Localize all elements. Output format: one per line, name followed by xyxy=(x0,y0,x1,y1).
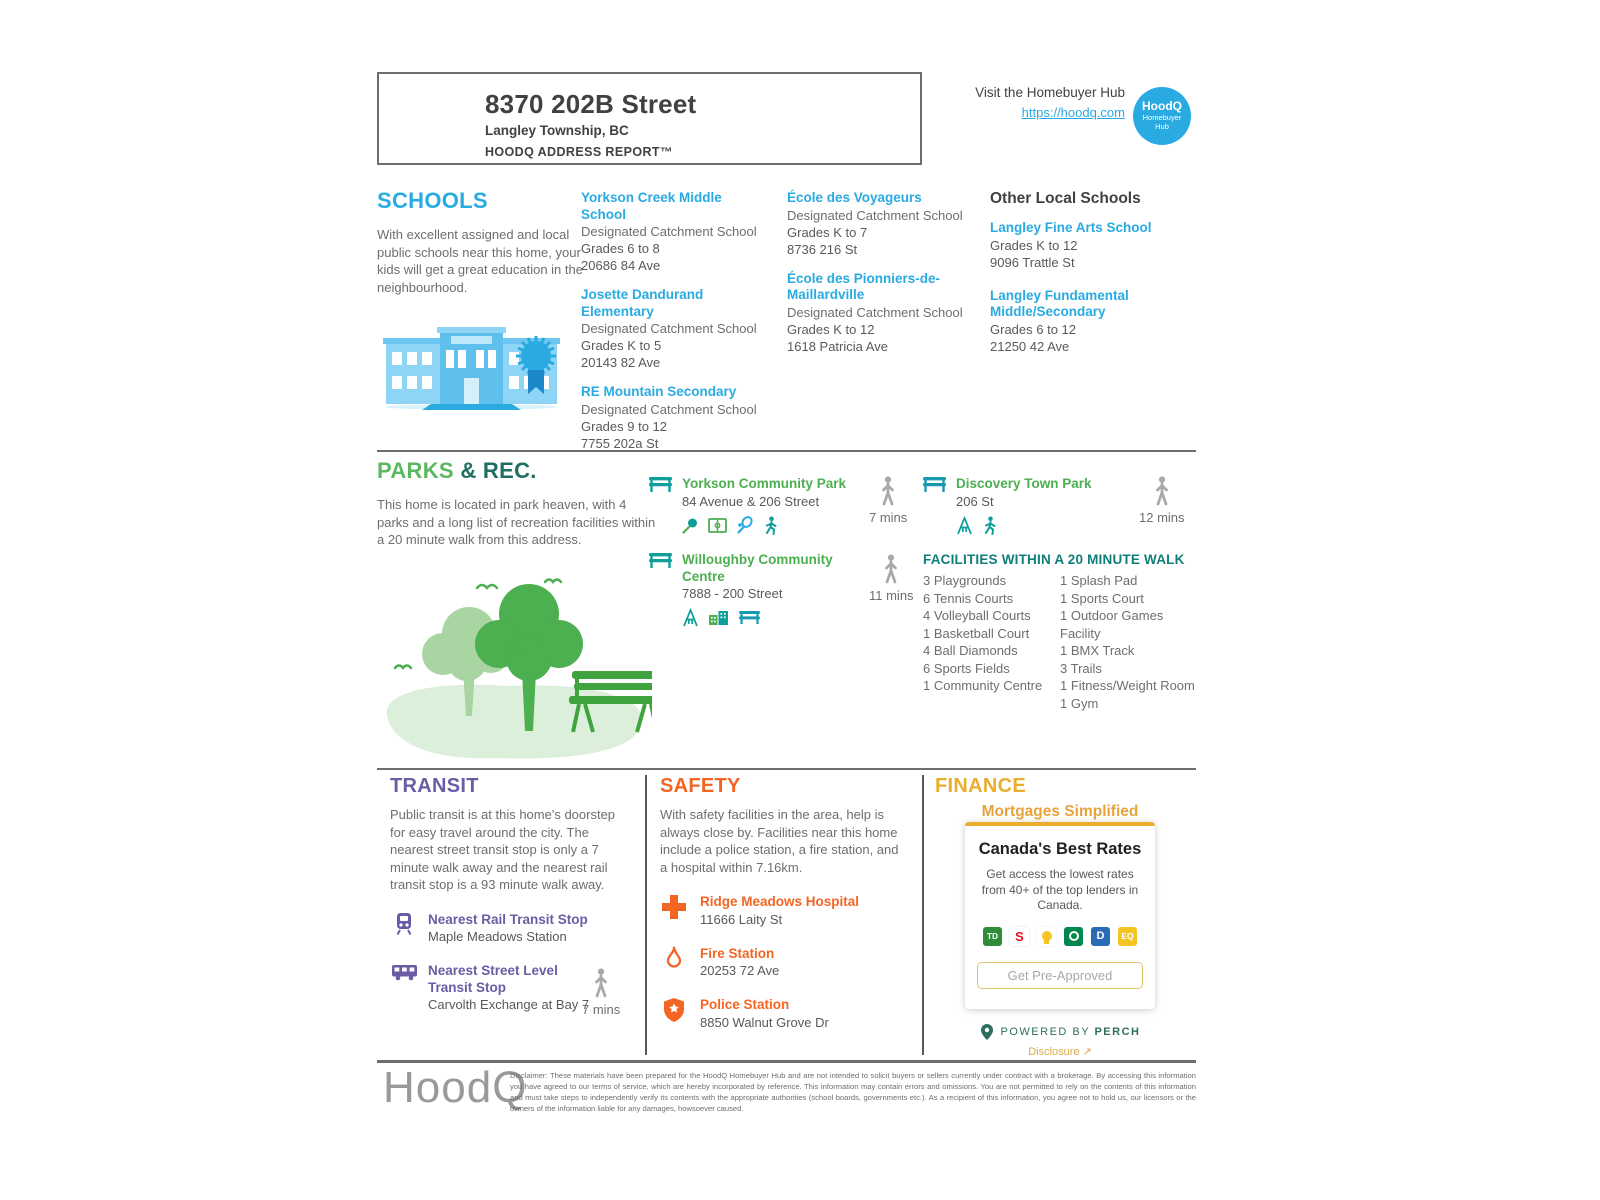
facility-item: 1 Gym xyxy=(1060,695,1099,711)
get-preapproved-button[interactable]: Get Pre-Approved xyxy=(977,962,1143,989)
swing-icon xyxy=(682,608,699,627)
school-name[interactable]: École des Pionniers-de-Maillardville xyxy=(787,270,941,302)
walker-icon xyxy=(878,476,898,507)
transit-title: TRANSIT xyxy=(390,775,479,797)
safety-title: SAFETY xyxy=(660,775,741,797)
bus-icon xyxy=(391,963,418,981)
park-name[interactable]: Yorkson Community Park xyxy=(682,476,847,491)
finance-section xyxy=(935,775,1197,1058)
parks-intro-text: This home is located in park heaven, with 4 parks and a long list of recreation facilities within a 20 minute walk from this address. xyxy=(377,497,656,547)
card-title: Canada's Best Rates xyxy=(978,840,1142,858)
section-divider xyxy=(377,768,1196,770)
safety-name[interactable]: Police Station xyxy=(700,997,790,1012)
school-entry: Langley Fundamental Middle/Secondary Grades 6 to 12 21250 42 Ave xyxy=(990,288,1196,355)
column-divider xyxy=(645,775,647,1055)
facilities-title: FACILITIES WITHIN A 20 MINUTE WALK xyxy=(923,552,1185,567)
walk-time: 7 mins xyxy=(869,476,907,525)
facilities-list xyxy=(923,552,1196,712)
safety-section xyxy=(660,775,908,1031)
footer-disclaimer: Disclaimer: These materials have been prepared for the HoodQ Homebuyer Hub and are not intended to solicit buyers or sellers currently under contract with a brokerage. By accessing this information you have agreed to our terms of service, which are hereby incorporated by reference. This information may contain errors and omissions. You are not permitted to rely on the contents of this information and must take steps to independently verify its contents with the appropriate authorities (school boards, governments etc.). As a recipient of this information, you agree not to hold us, our licensors or the owners of the information liable for any damages, howsoever caused. xyxy=(510,1071,1196,1113)
park-entry: Discovery Town Park 206 St xyxy=(922,476,1117,535)
schools-section xyxy=(377,188,1196,451)
school-name[interactable]: RE Mountain Secondary xyxy=(581,384,737,399)
facility-item: 6 Sports Fields xyxy=(923,660,1010,676)
lightbulb-logo xyxy=(1037,927,1056,946)
school-name[interactable]: Langley Fundamental Middle/Secondary xyxy=(990,287,1129,319)
facility-item: 4 Volleyball Courts xyxy=(923,608,1031,623)
rail-stop-entry xyxy=(390,912,633,946)
facility-item: 1 Splash Pad xyxy=(1060,573,1138,588)
section-divider xyxy=(377,450,1196,452)
walk-time: 12 mins xyxy=(1139,476,1185,525)
powered-by-perch: POWERED BY PERCH xyxy=(965,1023,1155,1041)
hub-text: Visit the Homebuyer Hub xyxy=(975,85,1125,100)
safety-name[interactable]: Ridge Meadows Hospital xyxy=(700,894,860,909)
safety-entry: Ridge Meadows Hospital 11666 Laity St xyxy=(660,894,908,928)
safety-intro-text: With safety facilities in the area, help is always close by. Facilities near this home include a police station, a fire station, and a hospital within 7.16km. xyxy=(660,807,899,875)
facility-item: 3 Trails xyxy=(1060,660,1102,676)
safety-entry: Fire Station 20253 72 Ave xyxy=(660,946,908,980)
park-name[interactable]: Discovery Town Park xyxy=(956,476,1092,491)
td-logo: TD xyxy=(983,927,1002,946)
eq-logo: EQ xyxy=(1118,927,1137,946)
lender-logos xyxy=(975,927,1145,946)
rail-stop-value: Maple Meadows Station xyxy=(428,929,567,944)
small-bench-icon xyxy=(738,610,761,625)
school-entry: École des Voyageurs Designated Catchment School Grades K to 7 8736 216 St xyxy=(787,190,972,258)
school-entry: Yorkson Creek Middle School Designated Catchment School Grades 6 to 8 20686 84 Ave xyxy=(581,190,759,274)
street-stop-label: Nearest Street Level Transit Stop xyxy=(428,963,558,995)
mortgage-rates-card xyxy=(965,822,1155,1009)
address-city: Langley Township, BC xyxy=(485,123,629,138)
facility-item: 4 Ball Diamonds xyxy=(923,643,1018,658)
facility-item: 3 Playgrounds xyxy=(923,573,1007,588)
buildings-icon xyxy=(708,609,729,626)
sports-field-icon xyxy=(708,518,727,533)
facility-item: 1 Sports Court xyxy=(1060,590,1144,606)
safety-entry: Police Station 8850 Walnut Grove Dr xyxy=(660,997,908,1031)
hoodq-hub-badge: HoodQ Homebuyer Hub xyxy=(1133,87,1191,145)
facility-item: 1 Fitness/Weight Room xyxy=(1060,678,1195,693)
scotiabank-logo: S xyxy=(1010,927,1029,946)
rail-stop-label: Nearest Rail Transit Stop xyxy=(428,911,588,927)
runner-icon xyxy=(763,516,778,535)
transit-section xyxy=(390,775,633,1017)
transit-intro-text: Public transit is at this home's doorstep for easy travel around the city. The nearest street transit stop is only a 7 minute walk away and the nearest rail transit stop is a 93 minute walk away. xyxy=(390,807,616,892)
ring-logo xyxy=(1064,927,1083,946)
school-entry: Josette Dandurand Elementary Designated Catchment School Grades K to 5 20143 82 Ave xyxy=(581,287,759,371)
school-entry: École des Pionniers-de-Maillardville Designated Catchment School Grades K to 12 1618 Patricia Ave xyxy=(787,271,972,355)
runner-icon xyxy=(982,516,997,535)
column-divider xyxy=(922,775,924,1055)
police-shield-icon xyxy=(663,997,685,1023)
train-icon xyxy=(394,912,414,936)
finance-title: FINANCE xyxy=(935,775,1026,797)
card-text: Get access the lowest rates from 40+ of the top lenders in Canada. xyxy=(981,867,1139,912)
street-stop-value: Carvolth Exchange at Bay 7 xyxy=(428,997,590,1012)
bench-illustration xyxy=(569,671,652,704)
park-name[interactable]: Willoughby Community Centre xyxy=(682,552,833,584)
hoodq-logo: HoodQ xyxy=(383,1063,528,1112)
finance-subtitle: Mortgages Simplified xyxy=(981,803,1139,820)
facility-item: 1 Basketball Court xyxy=(923,625,1030,641)
school-name[interactable]: Josette Dandurand Elementary xyxy=(581,287,704,319)
schools-intro-text: With excellent assigned and local public schools near this home, your kids will get a great education in the neighbourhood. xyxy=(377,227,583,295)
parks-title: PARKS & REC. xyxy=(377,458,537,483)
walk-time: 7 mins xyxy=(582,968,620,1017)
arrow-logo: D xyxy=(1091,927,1110,946)
school-name[interactable]: Langley Fine Arts School xyxy=(990,220,1152,235)
school-name[interactable]: Yorkson Creek Middle School xyxy=(581,190,722,222)
walker-icon xyxy=(1152,476,1172,507)
facility-item: 1 Community Centre xyxy=(923,678,1043,693)
homebuyer-hub-promo xyxy=(950,85,1125,122)
address-header-box xyxy=(377,72,922,165)
report-title: HOODQ ADDRESS REPORT™ xyxy=(485,145,673,159)
swing-icon xyxy=(956,516,973,535)
school-entry: RE Mountain Secondary Designated Catchment School Grades 9 to 12 7755 202a St xyxy=(581,384,759,452)
park-entry: Willoughby Community Centre 7888 - 200 Street xyxy=(648,552,863,627)
walk-time: 11 mins xyxy=(869,554,914,603)
bench-icon xyxy=(922,476,947,493)
disclosure-link[interactable]: Disclosure ↗ xyxy=(1028,1046,1092,1058)
other-schools-title: Other Local Schools xyxy=(990,190,1141,207)
bench-icon xyxy=(648,476,673,493)
hospital-cross-icon xyxy=(661,894,687,920)
hub-link[interactable]: https://hoodq.com xyxy=(1021,105,1125,120)
bench-icon xyxy=(648,552,673,569)
facility-item: 1 Outdoor Games Facility xyxy=(1060,608,1164,641)
page-title: 8370 202B Street xyxy=(485,89,697,119)
facility-item: 6 Tennis Courts xyxy=(923,590,1014,606)
flame-icon xyxy=(665,946,683,970)
map-pin-icon xyxy=(980,1023,994,1041)
ball-icon xyxy=(682,517,699,534)
school-entry: Langley Fine Arts School Grades K to 12 9096 Trattle St xyxy=(990,220,1196,271)
tennis-racket-icon xyxy=(736,516,754,534)
walker-icon xyxy=(881,554,901,585)
walker-icon xyxy=(591,968,611,999)
safety-name[interactable]: Fire Station xyxy=(700,945,775,961)
park-illustration xyxy=(377,556,652,764)
school-name[interactable]: École des Voyageurs xyxy=(787,190,922,205)
school-building-illustration xyxy=(379,314,565,410)
facility-item: 1 BMX Track xyxy=(1060,643,1135,658)
street-stop-entry xyxy=(390,963,633,1017)
parks-section xyxy=(377,458,1196,768)
schools-title: SCHOOLS xyxy=(377,188,488,213)
park-entry: Yorkson Community Park 84 Avenue & 206 Street xyxy=(648,476,863,535)
